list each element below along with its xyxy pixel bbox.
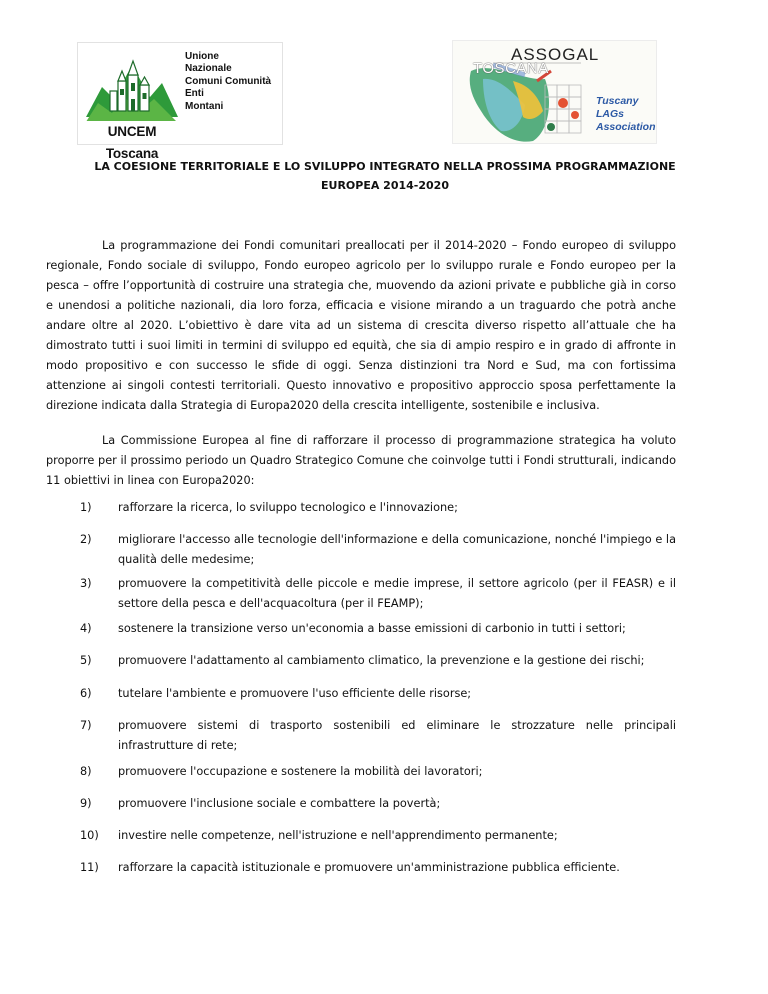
uncem-full-name [185,51,271,113]
title-line: LA COESIONE TERRITORIALE E LO SVILUPPO INTEGRATO NELLA PROSSIMA PROGRAMMAZIONE [94,160,676,173]
assogal-logo [452,40,657,144]
uncem-line: Enti [185,88,204,100]
assogal-line: Association [596,121,656,133]
list-item: 3) promuovere la competitività delle piccole e medie imprese, il settore agricolo (per il FEASR) e il settore della pesca e dell'acquacoltura (per il FEAMP); [80,577,676,610]
uncem-name: UNCEM Toscana [80,121,184,143]
list-item: 8) promuovere l'occupazione e sostenere la mobilità dei lavoratori; [80,765,483,778]
intro-paragraph: La programmazione dei Fondi comunitari preallocati per il 2014-2020 – Fondo europeo di sviluppo regionale, Fondo sociale di sviluppo, Fondo europeo agricolo per lo sviluppo rurale e Fondo europeo per la pesca – offre l’opportunità di costruire una strategia che, muovendo da azioni private e pubbliche già in corso e unendosi a politiche nazionali, dia loro forza, efficacia e visione mirando a un traguardo che potrà anche andare oltre al 2020. L’obiettivo è dare vita ad un sistema di crescita diverso rispetto all’attuale che ha dimostrato tutti i suoi limiti in termini di sviluppo ed equità, che sia di ampio respiro e in grado di affronte in modo propositivo e con successo le sfide di oggi. Senza distinzioni tra Nord e Sud, ma con fortissima attenzione ai singoli contesti territoriali. Questo innovativo e propositivo approccio sposa perfettamente la direzione indicata dalla Strategia di Europa2020 della crescita intelligente, sostenibile e inclusiva. [46,239,676,412]
commission-paragraph: La Commissione Europea al fine di rafforzare il processo di programmazione strategica ha voluto proporre per il prossimo periodo un Quadro Strategico Comune che coinvolge tutti i Fondi strutturali, indicando 11 obiettivi in linea con Europa2020: [46,434,676,487]
document-title [60,157,710,195]
assogal-subtitle [596,95,656,134]
toscana-wordmark: TOSCANA [473,60,549,77]
list-item: 9) promuovere l'inclusione sociale e combattere la povertà; [80,797,441,810]
uncem-line: Unione [185,51,219,62]
uncem-line: Montani [185,100,224,112]
assogal-line: LAGs [596,108,625,120]
uncem-logo [77,42,283,161]
uncem-line: Comuni Comunità [185,75,272,87]
list-item: 2) migliorare l'accesso alle tecnologie dell'informazione e della comunicazione, nonché l'impiego e la qualità delle medesime; [80,533,676,566]
list-item: 6) tutelare l'ambiente e promuovere l'uso efficiente delle risorse; [80,687,472,700]
list-item: 7) promuovere sistemi di trasporto sostenibili ed eliminare le strozzature nelle principali infrastrutture di rete; [80,719,676,752]
list-item: 11) rafforzare la capacità istituzionale e promuovere un'amministrazione pubblica efficiente. [80,861,620,874]
list-item: 1) rafforzare la ricerca, lo sviluppo tecnologico e l'innovazione; [80,501,458,514]
list-item: 4) sostenere la transizione verso un'economia a basse emissioni di carbonio in tutti i settori; [80,622,626,635]
list-item: 10) investire nelle competenze, nell'istruzione e nell'apprendimento permanente; [80,829,558,842]
assogal-line: Tuscany [596,95,639,107]
assogal-wordmark: ASSOGAL [511,45,600,64]
uncem-line: Nazionale [185,63,232,75]
list-item: 5) promuovere l'adattamento al cambiamento climatico, la prevenzione e la gestione dei rischi; [80,654,645,667]
title-line: EUROPEA 2014-2020 [321,179,449,192]
